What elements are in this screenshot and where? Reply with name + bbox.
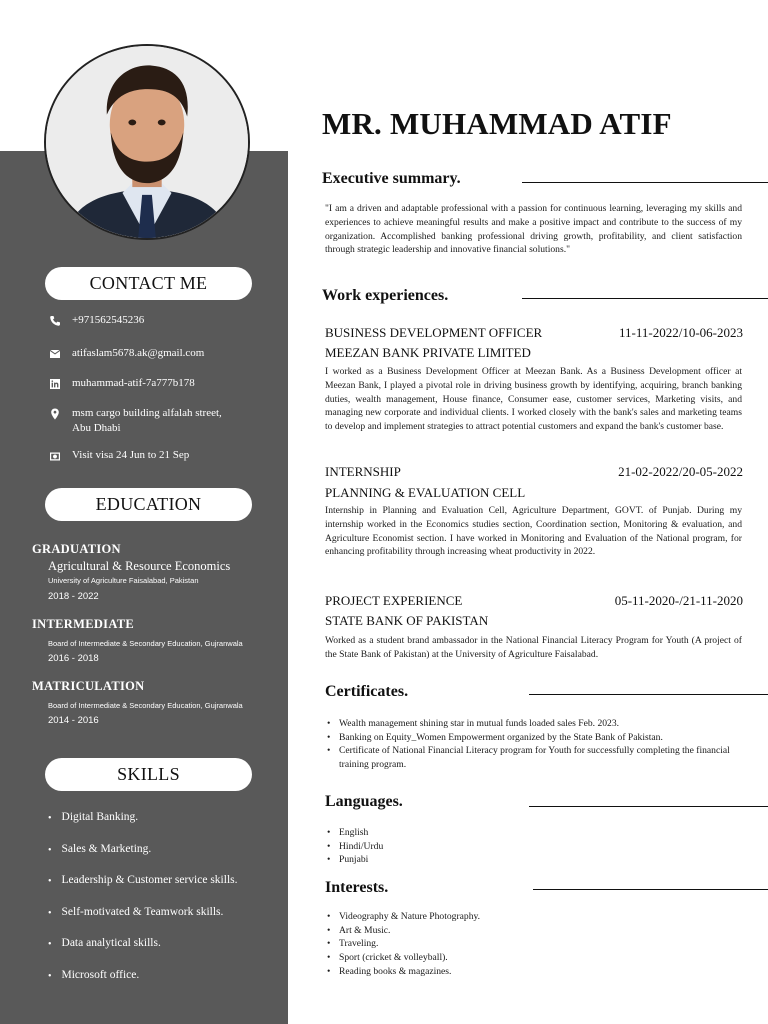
language-item: • Punjabi — [339, 853, 639, 867]
interest-item: • Sport (cricket & volleyball). — [339, 951, 639, 965]
contact-address — [48, 406, 238, 436]
work-heading: Work experiences. — [322, 287, 449, 304]
skill-item: • Sales & Marketing. — [48, 843, 238, 875]
interests-heading: Interests. — [325, 879, 389, 896]
skill-item: • Leadership & Customer service skills. — [48, 874, 238, 906]
linkedin-icon — [48, 377, 62, 391]
certificates-list — [339, 717, 741, 772]
visa-text: Visit visa 24 Jun to 21 Sep — [72, 449, 190, 461]
email-text: atifaslam5678.ak@gmail.com — [72, 347, 205, 359]
job-dates: 21-02-2022/20-05-2022 — [618, 464, 743, 479]
education-level: MATRICULATION — [32, 679, 145, 693]
divider — [533, 889, 768, 890]
certificates-heading: Certificates. — [325, 683, 409, 700]
job-dates: 11-11-2022/10-06-2023 — [619, 325, 743, 340]
interests-list — [339, 910, 639, 979]
interest-item: • Videography & Nature Photography. — [339, 910, 639, 924]
job-header — [325, 464, 743, 480]
job-description: I worked as a Business Development Officer at Meezan Bank. As a Business Development officer at Meezan Bank, I played a pivotal role in driving business growth by identifying, acquiring, branch banking duties, wealth management, House finance, Consumer ease, customer services, Marketing visits, and managing new corporate and individual clients. I worked closely with the bank's sales and marketing teams to develop and implement strategies to attract potential customers and expand the bank's customer base. — [325, 366, 742, 433]
skills-list — [48, 811, 238, 1000]
location-icon — [48, 407, 62, 421]
languages-list — [339, 826, 639, 867]
divider — [529, 806, 768, 807]
job-header — [325, 325, 743, 341]
certificate-item: • Wealth management shining star in mutual funds loaded sales Feb. 2023. — [339, 717, 741, 731]
contact-visa — [48, 448, 278, 463]
summary-heading: Executive summary. — [322, 170, 461, 187]
phone-icon — [48, 314, 62, 328]
interest-item: • Art & Music. — [339, 924, 639, 938]
skill-item: • Microsoft office. — [48, 969, 238, 1001]
contact-email[interactable] — [48, 346, 278, 361]
education-degree: Agricultural & Resource Economics — [48, 559, 231, 573]
phone-text: +971562545236 — [72, 314, 145, 326]
address-text: msm cargo building alfalah street, Abu Dhabi — [72, 407, 222, 434]
page-title: MR. MUHAMMAD ATIF — [322, 106, 672, 141]
profile-photo — [44, 44, 250, 240]
education-level: INTERMEDIATE — [32, 617, 134, 631]
visa-icon — [48, 449, 62, 463]
contact-linkedin[interactable] — [48, 376, 278, 391]
job-header — [325, 593, 743, 609]
education-institution: Board of Intermediate & Secondary Education, Gujranwala — [48, 701, 243, 710]
email-icon — [48, 347, 62, 361]
job-description: Worked as a student brand ambassador in the National Financial Literacy Program for Youth (A project of the State Bank of Pakistan) at the University of Agriculture Faisalabad. — [325, 635, 742, 660]
skill-item: • Digital Banking. — [48, 811, 238, 843]
education-institution: Board of Intermediate & Secondary Education, Gujranwala — [48, 639, 243, 648]
languages-heading: Languages. — [325, 793, 403, 810]
job-title: BUSINESS DEVELOPMENT OFFICER — [325, 325, 543, 340]
language-item: • English — [339, 826, 639, 840]
skills-heading: SKILLS — [45, 758, 252, 791]
job-title: PROJECT EXPERIENCE — [325, 593, 463, 608]
job-dates: 05-11-2020-/21-11-2020 — [614, 593, 743, 608]
job-title: INTERNSHIP — [325, 464, 401, 479]
education-years: 2014 - 2016 — [48, 715, 99, 726]
certificate-item: • Certificate of National Financial Literacy program for Youth for successfully completing the financial training program. — [339, 744, 741, 771]
contact-heading: CONTACT ME — [45, 267, 252, 300]
summary-text: "I am a driven and adaptable professional with a passion for continuous learning, leveraging my skills and experiences to achieve meaningful results and make a positive impact and contribute to the success of my organization. Accomplished banking professional driving growth, profitability, and client satisfaction through strategic leadership and innovative financial solutions." — [325, 203, 742, 256]
divider — [522, 298, 768, 299]
job-description: Internship in Planning and Evaluation Cell, Agriculture Department, GOVT. of Punjab. During my internship worked in the Economics studies section, Coordination section, Monitoring & evaluation, and Agriculture Economist section. I have worked in Monitoring and Evaluation of the National program, for enhancing profitability through increasing wheat productivity in 2022. — [325, 505, 742, 558]
divider — [522, 182, 768, 183]
education-level: GRADUATION — [32, 542, 121, 556]
certificate-item: • Banking on Equity_Women Empowerment organized by the State Bank of Pakistan. — [339, 731, 741, 745]
education-years: 2016 - 2018 — [48, 653, 99, 664]
linkedin-text: muhammad-atif-7a777b178 — [72, 377, 195, 389]
job-organization: MEEZAN BANK PRIVATE LIMITED — [325, 345, 531, 360]
education-years: 2018 - 2022 — [48, 591, 99, 602]
education-institution: University of Agriculture Faisalabad, Pakistan — [48, 576, 199, 585]
education-heading: EDUCATION — [45, 488, 252, 521]
divider — [529, 694, 768, 695]
job-organization: PLANNING & EVALUATION CELL — [325, 485, 526, 500]
interest-item: • Traveling. — [339, 937, 639, 951]
contact-phone[interactable] — [48, 313, 278, 328]
interest-item: • Reading books & magazines. — [339, 965, 639, 979]
skill-item: • Self-motivated & Teamwork skills. — [48, 906, 238, 938]
skill-item: • Data analytical skills. — [48, 937, 238, 969]
language-item: • Hindi/Urdu — [339, 840, 639, 854]
job-organization: STATE BANK OF PAKISTAN — [325, 613, 489, 628]
